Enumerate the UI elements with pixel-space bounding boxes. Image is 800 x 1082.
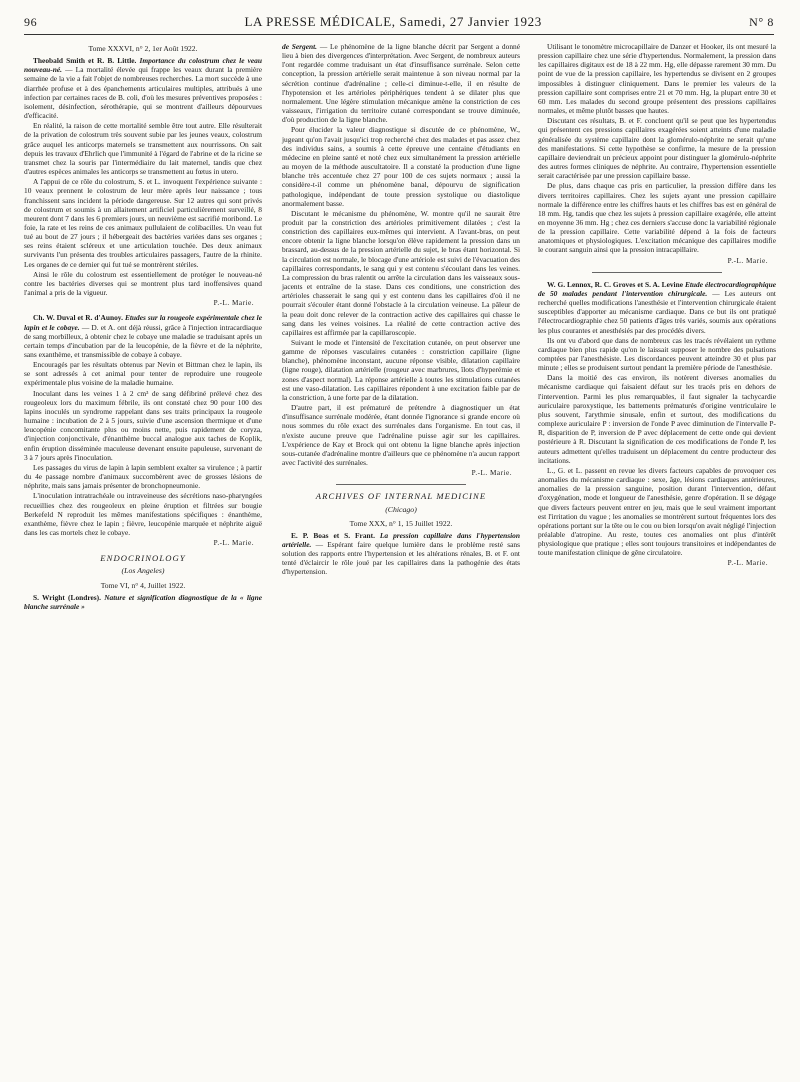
tome-line: Tome XXXVI, n° 2, 1er Août 1922. [88,44,198,53]
paragraph: — Espérant faire quelque lumière dans le problème resté sans solution des rapports entre l'hypertension et les altérations rénales, B. et F. ont tenté d'éclaircir le rôle joué par les capillaires dans la pathogénie des états d'hypertension. [282,539,520,577]
paragraph: L'inoculation intratrachéale ou intraveineuse des sécrétions naso-pharyngées recueillies chez des rougeoleux en pleine éruption et filtrées sur bougie Berkefeld N reproduit les mêmes manifestations spécifiques : énanthème, exanthème, fièvre chez le lapin ; fièvre, leucopénie marquée et néphrite aiguë dans les cas mortels chez le cobaye. [24,491,262,537]
signature: P.-L. Marie. [471,469,512,478]
article-authors: Ch. W. Duval et R. d'Aunoy. [33,313,123,323]
page-header [24,14,774,36]
paragraph: A l'appui de ce rôle du colostrum, S. et L. invoquent l'expérience suivante : 10 veaux prennent le colostrum de leur mère après leur naissance ; tous franchissent sans incident la période dangereuse. Sur 12 autres qui sont privés de colostrum et soumis à un allaitement artificiel particulièrement surveillé, 8 meurent dont 7 dans les 6 premiers jours, un neuvième est sacrifié moribond. Le foie, la rate et les reins de ces animaux pullulaient de colibacilles. Un veau fut tué au bout de 27 jours ; il hébergeait des bactéries variées dans ses organes ; ses reins étaient scléreux et une articulation touchée. Des deux animaux survivants l'un présenta des troubles articulaires passagers, l'autre de la rhinite. Les organes de ce dernier qui fut tué se montrèrent stériles. [24,177,262,269]
paragraph: — D. et A. ont déjà réussi, grâce à l'injection intracardiaque de sang morbilleux, à obtenir chez le cobaye une maladie se traduisant après un certain temps d'incubation par de la leucopénie, de la fièvre et de la néphrite, sans exanthème, et transmissible de cobaye à cobaye. [24,322,262,359]
article-authors: Theobald Smith et R. B. Little. [33,56,137,66]
paragraph: Encouragés par les résultats obtenus par Nevin et Bittman chez le lapin, ils se sont adressés à cet animal pour tenter de reproduire une rougeole expérimentale plus voisine de la maladie humaine. [24,360,262,388]
paragraph: Dans la moitié des cas environ, ils notèrent diverses anomalies du mécanisme cardiaque qui faisaient défaut sur les tracés pris en dehors de l'intervention. Parmi les plus remarquables, il faut signaler la tachycardie auriculaire paroxystique, les battements prématurés d'origine ventriculaire le plus souvent, l'arythmie sinusale, enfin et surtout, des modifications du complexe auriculaire P : inversion de l'onde P avec diminution de l'intervalle P-R, disparition de P, inversion de P avec déplacement de cette onde qui devient postérieure à R. Discutant la signification de ces modifications de l'onde P, les auteurs admettent qu'elles traduisent un déplacement du centre producteur des incitations. [538,373,776,465]
article-title: Etude électrocardiographique de 50 malades pendant l'intervention chirurgicale. [538,279,776,298]
paragraph: Ainsi le rôle du colostrum est essentiellement de protéger le nouveau-né contre les bactéries diverses qui se montrent plus tard inoffensives quand l'animal a pris de la vigueur. [24,269,262,298]
column-1 [24,42,262,612]
paragraph: L., G. et L. passent en revue les divers facteurs capables de provoquer ces anomalies du mécanisme cardiaque : sexe, âge, lésions cardiaques antérieures, anomalies de la pression sanguine, position durant l'intervention, défaut d'oxygénation, mode et longueur de l'anesthésie, genre d'opération. Il se dégage que divers facteurs peuvent entrer en jeu, mais que le seul vraiment important est l'irritation du vague ; les anomalies se montrèrent surtout fréquentes lors des opérations portant sur la tête ou le cou ou bien lorsqu'on avait négligé l'injection préalable d'atropine. Au reste, toutes ces anomalies ont plus d'intérêt physiologique que pratique ; elles sont toujours transitoires et indépendantes de toute manifestation clinique de gêne circulatoire. [538,465,776,558]
article-authors: E. P. Boas et S. Frant. [291,530,375,540]
article-title: Importance du colostrum chez le veau nouveau-né. [24,56,262,75]
article-title: La pression capillaire dans l'hypertension artérielle. [282,530,520,549]
article-title: Etudes sur la rougeole expérimentale chez le lapin et le cobaye. [24,313,262,332]
signature: P.-L. Marie. [213,539,254,548]
tome-line: Tome VI, n° 4, Juillet 1922. [100,580,186,590]
journal-city: (Los Angeles) [121,566,165,576]
article-title: Nature et signification diagnostique de la « ligne blanche surrénale » [24,592,263,611]
article-wright [24,593,262,611]
journal-city: (Chicago) [385,504,417,514]
article-smith-little [24,56,262,120]
article-lennox-groves-levine [538,280,776,335]
header-rule [24,34,774,35]
paragraph: De plus, dans chaque cas pris en particulier, la pression diffère dans les divers territoires capillaires. Chez les sujets ayant une pression capillaire normale la différence entre les chiffres hauts et les chiffres bas est en général de 18 mm. Hg, tandis que chez les sujets à pression capillaire exagérée, elle atteint en moyenne 36 mm. Hg ; chez ces derniers s'accuse donc la variabilité régionale de la pression capillaire. Cette variabilité dépend à la fois de facteurs anatomiques et physiologiques. L'excitation mécanique des capillaires modifie le courant sanguin ainsi que la pression intracapillaire. [538,181,776,255]
article-wright-cont [282,42,520,124]
article-title-continued: de Sergent. [282,42,318,51]
paragraph: Discutant le mécanisme du phénomène, W. montre qu'il ne saurait être produit par la constriction des artérioles primitivement dilatées ; c'est la constriction des capillaires eux-mêmes qui intervient. A l'avant-bras, on peut encore obtenir la ligne blanche lorsqu'on élève rapidement la pression dans un brassard, au-dessus de la pression artérielle du sujet, le bras étant horizontal. Si la circulation est normale, le blocage d'une artériole est suivi de l'évacuation des capillaires correspondants, le sang qui y est contenu s'écoulant dans les veines. La compression du bras ralentit ou arrête la circulation dans les vaisseaux sous-jacents et entraîne de la stase. Dans ces conditions, une constriction des artérioles chasserait le sang qui y est contenu dans les capillaires d'où il ne pourrait s'écouler étant donné l'obstacle à la circulation veineuse. La pâleur de la peau doit donc relever de la contraction active des capillaires qui chasse le sang dans les veines voisines. La réalité de cette contraction active des capillaires est affirmée par la capillaroscopie. [282,208,520,337]
signature: P.-L. Marie. [213,299,254,308]
paragraph: Utilisant le tonomètre microcapillaire de Danzer et Hooker, ils ont mesuré la pression capillaire chez une série d'hypertendus. Normalement, la pression dans les capillaires digitaux est de 18 à 22 mm. Hg, elle dépasse rarement 30 mm. Du point de vue de la pression capillaire, les hypertendus se divisent en 2 groupes impossibles à distinguer cliniquement. Dans le premier les valeurs de la pression capillaire sont comprises entre 21 et 70 mm. Hg, la plupart entre 30 et 60 mm. Les malades du second groupe présentent des pressions capillaires normales, et même plutôt basses que hautes. [538,42,776,116]
article-authors: S. Wright (Londres). [33,592,101,602]
tome-line: Tome XXX, n° 1, 15 Juillet 1922. [349,518,453,528]
paragraph: D'autre part, il est prématuré de prétendre à diagnostiquer un état d'insuffisance surrénale modérée, étant donnée l'ignorance si grande encore où nous sommes du rôle exact des surrénales dans l'organisme. En tout cas, il n'existe aucune preuve que l'adrénaline puisse agir sur les capillaires. L'expérience de Kay et Brock qui ont obtenu la ligne blanche après injection sous-cutanée d'adrénaline montre d'ailleurs que ce phénomène n'a aucun rapport avec l'activité des surrénales. [282,403,520,468]
paragraph: — La mortalité élevée qui frappe les veaux durant la première semaine de la vie a fait l'objet de nombreuses recherches. La mort succède à une diarrhée profuse et à des épanchements articulaires multiples, attribués à une infection par certaines races de B. coli, d'où les mesures préventives proposées : isolement, désinfection, sérothérapie, qui se montrent d'ailleurs dépourvues d'efficacité. [24,65,262,121]
journal-line: LA PRESSE MÉDICALE, Samedi, 27 Janvier 1923 [244,14,542,29]
paragraph: — Les auteurs ont recherché quelles modifications l'anesthésie et l'intervention chirurgicale étaient susceptibles d'apporter au mécanisme cardiaque. Dans ce but ils ont pratiqué l'électrocardiographie chez 50 patients d'âges très variés, soumis aux opérations les plus courantes et anesthésiés par des procédés divers. [538,288,776,335]
paragraph: Suivant le mode et l'intensité de l'excitation cutanée, on peut observer une gamme de réponses vasculaires cutanées : constriction capillaire (ligne blanche), phénomène inconstant, aucune réponse visible, dilatation capillaire (ligne rouge), dilatation artérielle (rougeur avec marbrures, îlots d'hyperémie et zones d'aspect normal). La réponse artérielle à toutes les stimulations cutanées est une vaso-dilatation. Les capillaires répondent à une excitation faible par de la constriction, à une forte par de la dilatation. [282,338,520,402]
article-duval-daunoy [24,313,262,359]
journal-heading: ENDOCRINOLOGY [100,553,186,564]
signature: P.-L. Marie. [727,256,768,265]
paragraph: Inoculant dans les veines 1 à 2 cm³ de sang défibriné prélevé chez des rougeoleux lors du maximum fébrile, ils ont constaté chez 90 pour 100 des lapins inoculés un syndrome rappelant dans ses traits principaux la rougeole humaine : incubation de 2 à 5 jours, suivie d'une ascension thermique et d'une leucopénie concomitante plus ou moins nette, puis rapidement de coryza, d'injection conjonctivale, d'énanthème buccal analogue aux taches de Koplik, enfin éruption disséminée maculeuse devenant ensuite papuleuse, survenant de 3 à 7 jours après l'inoculation. [24,388,262,462]
article-boas-frant [282,531,520,577]
paragraph: — Le phénomène de la ligne blanche décrit par Sergent a donné lieu à bien des divergences d'interprétation. Avec Sergent, de nombreux auteurs l'ont regardée comme traduisant un état d'insuffisance surrénale. Selon cette conception, la pression artérielle serait maintenue à son niveau normal par la sécrétion continue d'adrénaline ; celle-ci diminue-t-elle, il en résulte de l'hypotension et les artérioles périphériques tendent à se dilater plus que normalement. Une légère stimulation mécanique amène la constriction de ces vaisseaux, l'irrigation du territoire cutané correspondant se trouve diminuée, d'où production de la ligne blanche. [282,42,520,125]
paragraph: Pour élucider la valeur diagnostique si discutée de ce phénomène, W., jugeant qu'on l'avait jusqu'ici trop recherché chez des malades et pas assez chez des individus sains, a soumis à cette épreuve une centaine d'étudiants en médecine en pleine santé et noté chez eux simultanément la pression artérielle au moyen de la méthode auscultatoire. Il a constaté la production d'une ligne blanche très accentuée chez 27 pour 100 de ces sujets normaux ; aussi la considère-t-il comme un phénomène banal, dépourvu de signification pathologique, indépendant de toute pression systolique ou diastolique anormalement basse. [282,125,520,208]
column-2 [282,42,520,578]
paragraph: En réalité, la raison de cette mortalité semble être tout autre. Elle résulterait de la privation de colostrum très souvent subie par les jeunes veaux, colostrum grâce auquel les anticorps maternels se transmettent aux nourrissons. On sait depuis les travaux d'Ehrlich que l'immunité à l'égard de l'abrine et de la ricine se transmet chez la souris par l'intermédiaire du lait maternel, tandis que chez d'autres espèces animales les anticorps se transmettent au fœtus in utero. [24,121,262,177]
journal-heading: ARCHIVES OF INTERNAL MEDICINE [315,491,487,502]
section-divider [336,484,466,485]
paragraph: Les passages du virus de lapin à lapin semblent exalter sa virulence ; à partir du 4e passage nombre d'animaux succombèrent avec de grosses lésions de néphrite, mais sans jamais présenter de bronchopneumonie. [24,462,262,491]
paragraph: Discutant ces résultats, B. et F. concluent qu'il se peut que les hypertendus qui présentent ces pressions capillaires exagérées soient atteints d'une maladie généralisée du système capillaire dont la glomérulo-néphrite ne serait qu'une des manifestations. Si cette hypothèse se confirme, la mesure de la pression capillaire deviendrait un précieux appoint pour distinguer la glomérulo-néphrite des autres formes cliniques de néphrite. Au contraire, l'hypertension essentielle serait caractérisée par une pression capillaire basse. [538,116,776,181]
issue-number: N° 8 [749,15,774,29]
article-authors: W. G. Lennox, R. C. Groves et S. A. Levine [547,279,683,289]
section-divider [592,272,722,273]
page-number: 96 [24,15,38,29]
paragraph: Ils ont vu d'abord que dans de nombreux cas les tracés révélaient un rythme cardiaque bien plus rapide qu'on le laissait supposer le nombre des pulsations comptées par l'anesthésiste. Les discordances peuvent atteindre 30 et plus par minute ; elles se produisent surtout pendant la première période de l'anesthésie. [538,335,776,373]
column-3 [538,42,776,574]
signature: P.-L. Marie. [727,559,768,568]
